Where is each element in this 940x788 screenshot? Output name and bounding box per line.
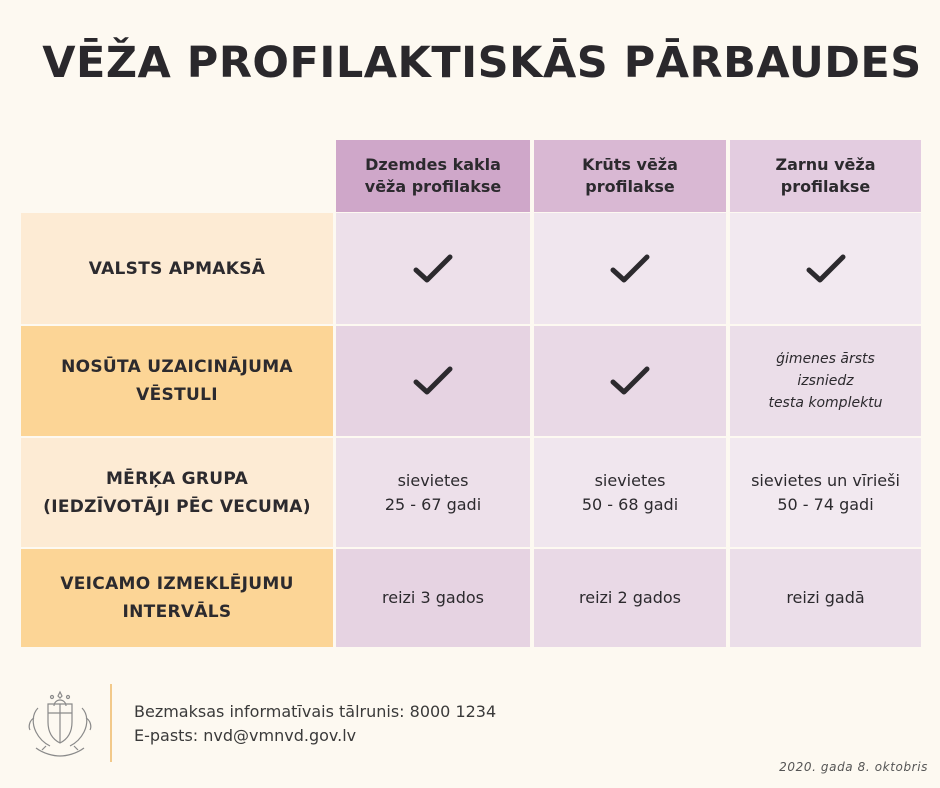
- column-header-colon: Zarnu vēža profilakse: [730, 140, 921, 212]
- cell-state-paid-cervical: [336, 213, 530, 324]
- cell-state-paid-colon: [730, 213, 921, 324]
- check-icon: [609, 252, 651, 286]
- footer-divider: [110, 684, 112, 762]
- column-header-breast: Krūts vēža profilakse: [534, 140, 726, 212]
- contact-info: [134, 700, 496, 748]
- phone-text: Bezmaksas informatīvais tālrunis: 8000 1234: [134, 702, 497, 721]
- cell-target-cervical: sievietes 25 - 67 gadi: [336, 438, 530, 547]
- row-header-target-group: MĒRĶA GRUPA (IEDZĪVOTĀJI PĒC VECUMA): [21, 438, 333, 547]
- cell-target-breast: sievietes 50 - 68 gadi: [534, 438, 726, 547]
- check-icon: [805, 252, 847, 286]
- coat-of-arms-icon: [24, 688, 96, 760]
- column-header-cervical: Dzemdes kakla vēža profilakse: [336, 140, 530, 212]
- page-title: VĒŽA PROFILAKTISKĀS PĀRBAUDES: [42, 38, 922, 88]
- email-text: E-pasts: nvd@vmnvd.gov.lv: [134, 726, 357, 745]
- row-header-interval: VEICAMO IZMEKLĒJUMU INTERVĀLS: [21, 549, 333, 647]
- cell-interval-cervical: reizi 3 gados: [336, 549, 530, 647]
- check-icon: [412, 364, 454, 398]
- cell-target-colon: sievietes un vīrieši 50 - 74 gadi: [730, 438, 921, 547]
- row-header-state-paid: VALSTS APMAKSĀ: [21, 213, 333, 324]
- cell-state-paid-breast: [534, 213, 726, 324]
- cell-invitation-breast: [534, 326, 726, 436]
- check-icon: [412, 252, 454, 286]
- row-header-invitation-letter: NOSŪTA UZAICINĀJUMA VĒSTULI: [21, 326, 333, 436]
- cell-interval-breast: reizi 2 gados: [534, 549, 726, 647]
- cell-invitation-colon: ģimenes ārsts izsniedz testa komplektu: [730, 326, 921, 436]
- date-text: 2020. gada 8. oktobris: [779, 760, 928, 774]
- cell-invitation-cervical: [336, 326, 530, 436]
- cell-interval-colon: reizi gadā: [730, 549, 921, 647]
- check-icon: [609, 364, 651, 398]
